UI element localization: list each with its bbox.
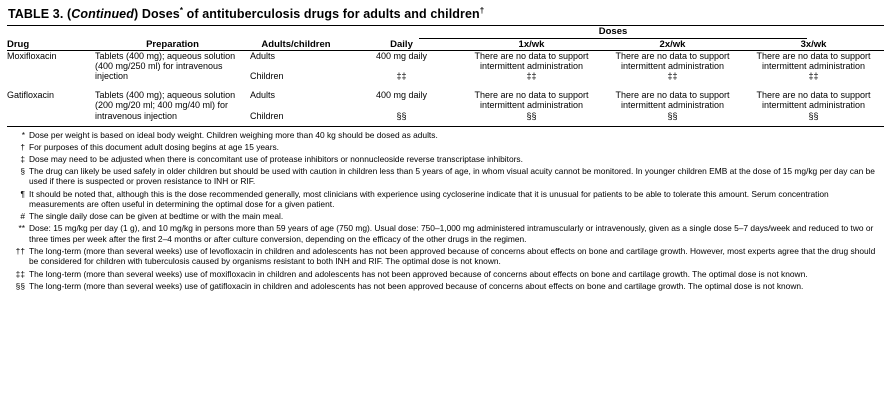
footnote-marker: *	[21, 129, 25, 140]
title-prefix: TABLE 3. (	[8, 7, 72, 22]
group-header-spacer	[7, 26, 342, 40]
column-header-adults-children: Adults/children	[261, 39, 331, 51]
cell-2xwk: ‡‡	[667, 71, 678, 82]
cell-daily: ‡‡	[396, 71, 407, 82]
cell-2xwk: There are no data to support intermittent administration	[615, 51, 730, 72]
footnote-text: Dose per weight is based on ideal body weight. Children weighing more than 40 kg should be dosed as adults.	[29, 129, 438, 140]
table-group-header-row	[7, 26, 884, 40]
column-header-2xwk: 2x/wk	[659, 39, 686, 51]
cell-1xwk: There are no data to support intermittent administration	[474, 51, 589, 72]
cell-1xwk: There are no data to support intermittent administration	[474, 90, 589, 111]
footnote-marker: §	[20, 165, 25, 176]
column-header-drug: Drug	[7, 39, 30, 51]
cell-preparation: Tablets (400 mg); aqueous solution (200 mg/20 ml; 400 mg/40 ml) for intravenous injection	[95, 90, 236, 121]
footnote-item	[7, 189, 884, 210]
cell-3xwk: ‡‡	[808, 71, 819, 82]
cell-preparation: Tablets (400 mg); aqueous solution (400 mg/250 ml) for intravenous injection	[95, 51, 236, 82]
footnote-marker: †	[20, 141, 25, 152]
footnote-text: Dose may need to be adjusted when there is concomitant use of protease inhibitors or nonnucleoside reverse transcriptase inhibitors.	[29, 153, 523, 164]
group-header-doses	[342, 26, 884, 40]
footnote-marker: ¶	[20, 188, 25, 199]
column-header-daily: Daily	[390, 39, 413, 51]
footnote-marker: §§	[15, 280, 25, 291]
cell-population: Children	[250, 110, 284, 121]
footnote-marker: ‡	[20, 153, 25, 164]
cell-3xwk: There are no data to support intermittent administration	[756, 90, 871, 111]
cell-population: Adults	[250, 90, 276, 101]
cell-population: Children	[250, 71, 284, 82]
footnote-text: It should be noted that, although this is the dose recommended generally, most clinicians with experience using cycloserine indicate that it is unusual for patients to be able to tolerate this amount. Serum concentration measurements are often useful in determining the optimal dose for a given patient.	[29, 188, 829, 210]
footnote-item	[7, 211, 884, 222]
footnote-text: The long-term (more than several weeks) use of gatifloxacin in children and adolescents has not been approved because of concerns about effects on bone and cartilage growth. The optimal dose is not known.	[29, 280, 804, 291]
cell-drug-name: Moxifloxacin	[7, 51, 57, 62]
title-footnote-marker-2: †	[479, 6, 485, 15]
group-header-doses-label: Doses	[419, 26, 808, 39]
footnote-item	[7, 246, 884, 267]
column-header-preparation: Preparation	[146, 39, 199, 51]
table-row	[7, 51, 884, 72]
footnote-text: The long-term (more than several weeks) use of moxifloxacin in children and adolescents has not been approved because of concerns about effects on bone and cartilage growth. The optimal dose is not known.	[29, 268, 808, 279]
cell-1xwk: ‡‡	[526, 71, 537, 82]
cell-1xwk: §§	[526, 110, 537, 121]
page-title	[0, 0, 891, 25]
footnote-item	[7, 154, 884, 165]
footnote-text: For purposes of this document adult dosing begins at age 15 years.	[29, 141, 280, 152]
footnote-item	[7, 130, 884, 141]
cell-drug-name: Gatifloxacin	[7, 90, 55, 101]
drug-doses-table	[7, 25, 884, 126]
cell-3xwk: There are no data to support intermittent administration	[756, 51, 871, 72]
column-header-3xwk: 3x/wk	[800, 39, 827, 51]
footnote-text: The long-term (more than several weeks) use of levofloxacin in children and adolescents has not been approved because of concerns about effects on bone and cartilage growth. However, most experts agree that the drug should be considered for children with tuberculosis caused by organisms resistant to both INH and RIF. The optimal dose is not known.	[29, 245, 876, 267]
footnote-text: The single daily dose can be given at bedtime or with the main meal.	[29, 211, 284, 222]
title-continued: Continued	[71, 7, 134, 22]
table-row	[7, 81, 884, 110]
title-middle: ) Doses	[133, 7, 180, 22]
cell-population: Adults	[250, 51, 276, 62]
footnote-marker: **	[18, 223, 25, 234]
footnote-item	[7, 223, 884, 244]
footnote-marker: ††	[15, 245, 25, 256]
footnote-item	[7, 281, 884, 292]
footnote-text: The drug can likely be used safely in older children but should be used with caution in children less than 5 years of age, in whom visual acuity cannot be monitored. In younger children EMB at the dose of 15 mg/kg per day can be used if there is suspected or proven resistance to INH or RIF.	[29, 165, 875, 187]
column-header-1xwk: 1x/wk	[518, 39, 545, 51]
footnote-marker: #	[20, 211, 25, 222]
title-footnote-marker-1: *	[179, 6, 184, 15]
footnote-item	[7, 166, 884, 187]
footnote-item	[7, 142, 884, 153]
cell-2xwk: §§	[667, 110, 678, 121]
table-column-header-row	[7, 39, 884, 51]
footnotes-list	[7, 130, 884, 292]
cell-2xwk: There are no data to support intermittent administration	[615, 90, 730, 111]
title-rest: of antituberculosis drugs for adults and children	[183, 7, 480, 22]
footnote-marker: ‡‡	[15, 268, 25, 279]
cell-daily: §§	[396, 110, 407, 121]
footnote-text: Dose: 15 mg/kg per day (1 g), and 10 mg/kg in persons more than 59 years of age (750 mg). Usual dose: 750–1,000 mg administered intramuscularly or intravenously, given as a single dose 5–7 days/week and reduced to two or three times per week after the first 2–4 months or after culture conversion, depending on the efficacy of the other drugs in the regimen.	[29, 223, 874, 244]
footnote-item	[7, 269, 884, 280]
cell-daily: 400 mg daily	[375, 90, 428, 101]
cell-3xwk: §§	[808, 110, 819, 121]
cell-daily: 400 mg daily	[375, 51, 428, 62]
